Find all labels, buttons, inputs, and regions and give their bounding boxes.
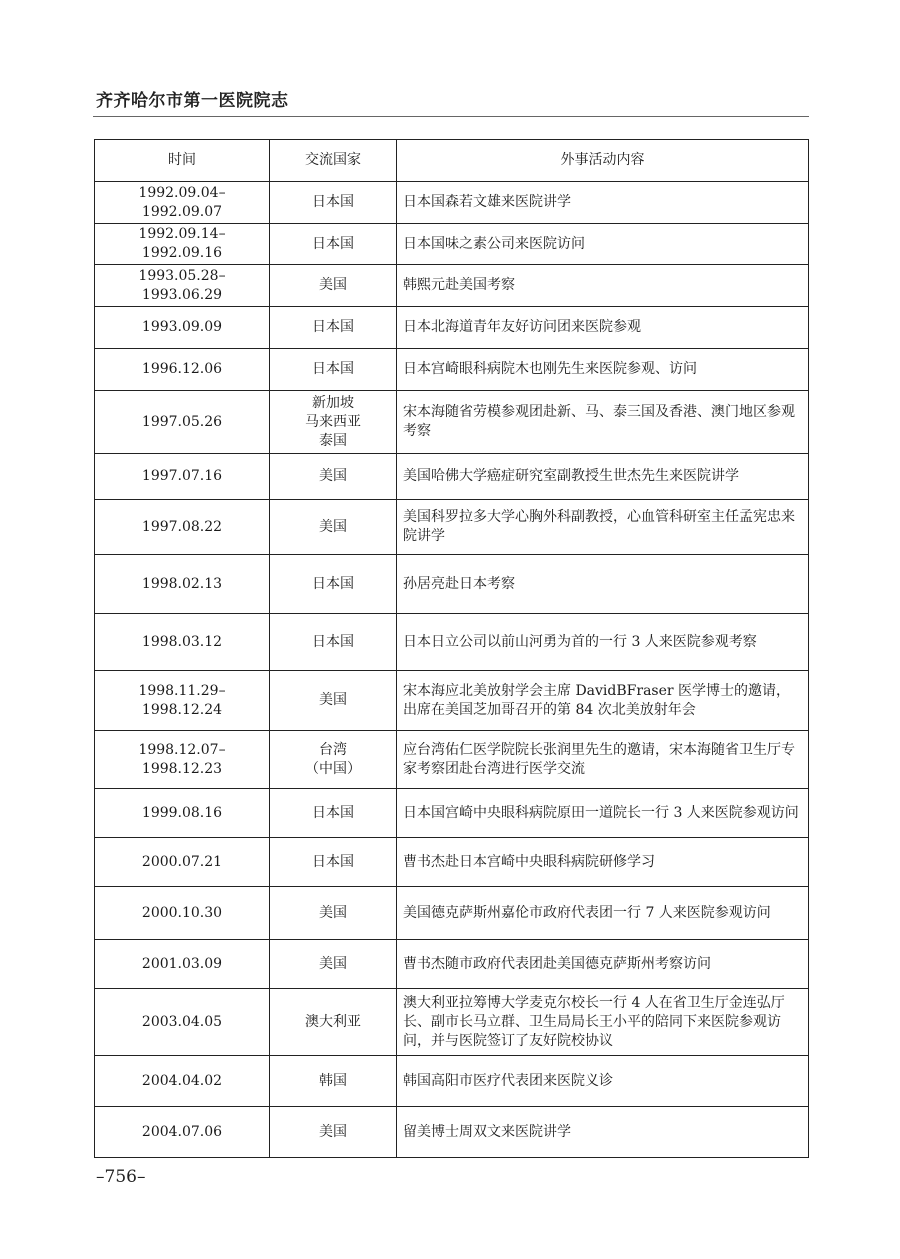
cell-activity-content: 韩熙元赴美国考察 (397, 265, 809, 307)
cell-country (270, 614, 397, 671)
table-row (95, 838, 809, 887)
cell-country (270, 1107, 397, 1158)
cell-activity-content: 日本国森若文雄来医院讲学 (397, 182, 809, 224)
cell-activity-content: 宋本海应北美放射学会主席 DavidBFraser 医学博士的邀请，出席在美国芝加哥召开的第 84 次北美放射年会 (397, 671, 809, 731)
cell-country (270, 789, 397, 838)
cell-activity-content: 美国德克萨斯州嘉伦市政府代表团一行 7 人来医院参观访问 (397, 887, 809, 940)
cell-country (270, 887, 397, 940)
cell-time: 2003.04.05 (95, 989, 270, 1056)
cell-time: 1998.03.12 (95, 614, 270, 671)
cell-time: 2004.07.06 (95, 1107, 270, 1158)
column-header-time: 时间 (95, 140, 270, 182)
country-name: 新加坡 (312, 394, 354, 411)
cell-time: 1998.11.29–1998.12.24 (95, 671, 270, 731)
table-row (95, 224, 809, 265)
cell-activity-content: 美国科罗拉多大学心胸外科副教授，心血管科研室主任孟宪忠来院讲学 (397, 500, 809, 555)
country-name: （中国） (305, 760, 361, 777)
cell-activity-content: 日本日立公司以前山河勇为首的一行 3 人来医院参观考察 (397, 614, 809, 671)
cell-activity-content: 曹书杰赴日本宫崎中央眼科病院研修学习 (397, 838, 809, 887)
country-name: 美国 (319, 955, 347, 972)
cell-activity-content: 日本宫崎眼科病院木也刚先生来医院参观、访问 (397, 349, 809, 391)
cell-country (270, 989, 397, 1056)
cell-time: 1993.05.28–1993.06.29 (95, 265, 270, 307)
cell-time: 1992.09.14–1992.09.16 (95, 224, 270, 265)
cell-activity-content: 韩国高阳市医疗代表团来医院义诊 (397, 1056, 809, 1107)
country-name: 日本国 (312, 194, 354, 210)
foreign-affairs-table (94, 139, 809, 1158)
cell-activity-content: 应台湾佑仁医学院院长张润里先生的邀请，宋本海随省卫生厅专家考察团赴台湾进行医学交流 (397, 731, 809, 789)
cell-activity-content: 澳大利亚拉筹博大学麦克尔校长一行 4 人在省卫生厅金连弘厅长、副市长马立群、卫生局局长王小平的陪同下来医院参观访问，并与医院签订了友好院校协议 (397, 989, 809, 1056)
header-divider (93, 116, 809, 117)
country-name: 日本国 (312, 804, 354, 821)
cell-time: 2000.10.30 (95, 887, 270, 940)
cell-activity-content: 宋本海随省劳模参观团赴新、马、泰三国及香港、澳门地区参观考察 (397, 391, 809, 454)
cell-country (270, 731, 397, 789)
cell-activity-content: 美国哈佛大学癌症研究室副教授生世杰先生来医院讲学 (397, 454, 809, 500)
cell-activity-content: 日本国宫崎中央眼科病院原田一道院长一行 3 人来医院参观访问 (397, 789, 809, 838)
country-name: 美国 (319, 518, 347, 535)
cell-country (270, 224, 397, 265)
table-row (95, 1107, 809, 1158)
table-row (95, 500, 809, 555)
table-row (95, 887, 809, 940)
table-header-row (95, 140, 809, 182)
table-row (95, 391, 809, 454)
cell-time: 1998.12.07–1998.12.23 (95, 731, 270, 789)
cell-time: 1996.12.06 (95, 349, 270, 391)
table-row (95, 182, 809, 224)
cell-activity-content: 曹书杰随市政府代表团赴美国德克萨斯州考察访问 (397, 940, 809, 989)
cell-country (270, 349, 397, 391)
country-name: 马来西亚 (305, 413, 361, 430)
cell-activity-content: 孙居亮赴日本考察 (397, 555, 809, 614)
cell-country (270, 1056, 397, 1107)
country-name: 美国 (319, 904, 347, 921)
table-row (95, 454, 809, 500)
cell-time: 1997.07.16 (95, 454, 270, 500)
cell-country (270, 940, 397, 989)
country-name: 日本国 (312, 319, 354, 335)
cell-time: 1999.08.16 (95, 789, 270, 838)
cell-activity-content: 日本北海道青年友好访问团来医院参观 (397, 307, 809, 349)
country-name: 日本国 (312, 575, 354, 592)
table-row (95, 614, 809, 671)
table-row (95, 940, 809, 989)
country-name: 台湾 (319, 741, 347, 758)
cell-country (270, 838, 397, 887)
table-row (95, 989, 809, 1056)
cell-country (270, 182, 397, 224)
cell-country (270, 671, 397, 731)
cell-country (270, 454, 397, 500)
cell-time: 1993.09.09 (95, 307, 270, 349)
cell-country (270, 391, 397, 454)
cell-activity-content: 日本国味之素公司来医院访问 (397, 224, 809, 265)
table-row (95, 307, 809, 349)
country-name: 澳大利亚 (305, 1013, 361, 1030)
cell-country (270, 265, 397, 307)
cell-time: 2000.07.21 (95, 838, 270, 887)
table-row (95, 1056, 809, 1107)
cell-activity-content: 留美博士周双文来医院讲学 (397, 1107, 809, 1158)
country-name: 日本国 (312, 361, 354, 377)
page-header-title: 齐齐哈尔市第一医院院志 (96, 91, 289, 111)
country-name: 韩国 (319, 1072, 347, 1089)
table-row (95, 671, 809, 731)
country-name: 美国 (319, 1123, 347, 1140)
table-body (95, 182, 809, 1158)
page-number: –756– (96, 1167, 146, 1187)
cell-time: 1992.09.04–1992.09.07 (95, 182, 270, 224)
country-name: 日本国 (312, 235, 354, 252)
cell-time: 2001.03.09 (95, 940, 270, 989)
cell-time: 1997.05.26 (95, 391, 270, 454)
column-header-country: 交流国家 (270, 140, 397, 182)
cell-country (270, 307, 397, 349)
country-name: 日本国 (312, 633, 354, 650)
country-name: 日本国 (312, 853, 354, 870)
column-header-content: 外事活动内容 (397, 140, 809, 182)
table-row (95, 265, 809, 307)
cell-country (270, 555, 397, 614)
cell-time: 1998.02.13 (95, 555, 270, 614)
table-row (95, 789, 809, 838)
country-name: 美国 (319, 277, 347, 293)
country-name: 美国 (319, 692, 347, 708)
cell-time: 2004.04.02 (95, 1056, 270, 1107)
table-row (95, 349, 809, 391)
cell-country (270, 500, 397, 555)
country-name: 美国 (319, 468, 347, 484)
table-row (95, 731, 809, 789)
cell-time: 1997.08.22 (95, 500, 270, 555)
country-name: 泰国 (319, 432, 347, 449)
table-row (95, 555, 809, 614)
